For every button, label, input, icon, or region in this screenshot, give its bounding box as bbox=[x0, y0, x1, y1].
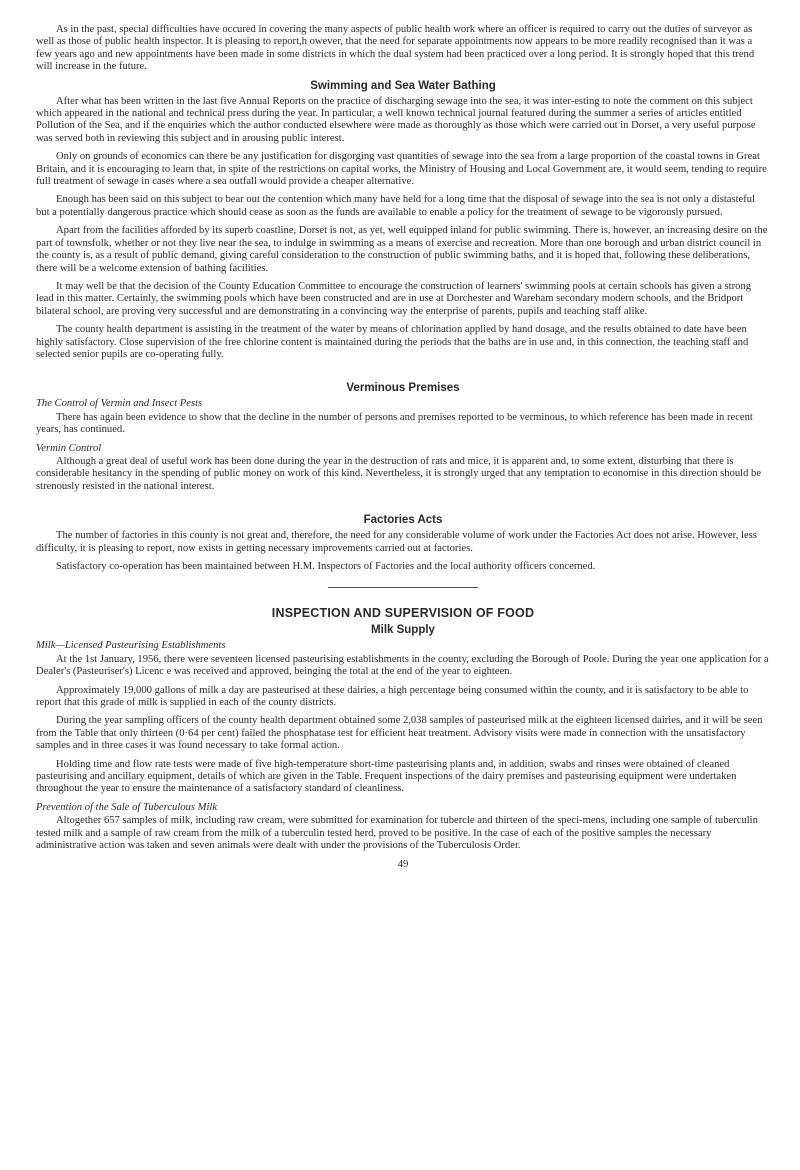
page-number: 49 bbox=[397, 858, 409, 870]
section-heading-food: INSPECTION AND SUPERVISION OF FOOD bbox=[271, 606, 535, 621]
spacer bbox=[36, 499, 770, 511]
section-divider bbox=[328, 587, 478, 588]
intro-paragraph: As in the past, special difficulties have occured in covering the many aspects of public health work where an officer is required to carry out the duties of surveyor as well as those of public health inspector. It is pleasing to report,h owever, that the need for separate appointments now appears to be more readily recognised than it was a few years ago and new appointments have been made in some districts in which the dual system had been practiced over a long period. It is strongly hoped that this trend will increase in the future. bbox=[36, 24, 755, 73]
section-heading-factories: Factories Acts bbox=[363, 514, 443, 527]
subheading-milk-supply: Milk Supply bbox=[371, 624, 435, 637]
body-paragraph: Holding time and flow rate tests were made of five high-temperature short-time pasteurising plants and, in addition, swabs and rinses were obtained of cleaned pasteurising and ancillary equipment, details of which are given in the Table. Frequent inspections of the dairy premises and pasteurising equipment were undertaken throughout the year to ensure the maintenance of a satisfactory standard of cleanliness. bbox=[36, 758, 737, 795]
subheading-vermin-insect-pests: The Control of Vermin and Insect Pests bbox=[36, 398, 203, 410]
subheading-pasteurising: Milk—Licensed Pasteurising Establishments bbox=[36, 640, 226, 652]
body-paragraph: Satisfactory co-operation has been maintained between H.M. Inspectors of Factories and the local authority officers concerned. bbox=[56, 561, 596, 572]
body-paragraph: Although a great deal of useful work has been done during the year in the destruction of rats and mice, it is apparent and, to some extent, disturbing that there is considerable hesitancy in the spending of public money on work of this kind. Nevertheless, it is strongly urged that any temptation to economise in this direction should be strenously resisted in the national interest. bbox=[36, 455, 762, 492]
body-paragraph: Only on grounds of economics can there be any justification for disgorging vast quantities of sewage into the sea from a large proportion of the coastal towns in Great Britain, and it is encouraging to learn that, in spite of the restrictions on capital works, the Ministry of Housing and Local Government are, it would seem, tending to require full treatment of sewage in cases where a sea outfall would provide a cheaper alternative. bbox=[36, 151, 767, 188]
section-heading-verminous: Verminous Premises bbox=[346, 382, 460, 395]
body-paragraph: After what has been written in the last five Annual Reports on the practice of discharging sewage into the sea, it was inter-esting to note the comment on this subject which appeared in the national and technical press during the year. In particular, a well known technical journal featured during the summer a series of articles entitled Pollution of the Sea, and if the enquiries which the author conducted elsewhere were made as thoroughly as those which were carried out in Dorset, a very useful purpose was served both in reviewing this subject and in arousing public interest. bbox=[36, 95, 756, 144]
body-paragraph: Altogether 657 samples of milk, including raw cream, were submitted for examination for tubercle and thirteen of the speci-mens, including one sample of tuberculin tested milk and a sample of raw cream from the milk of a tuberculin tested herd, proved to be positive. In the case of each of the positive samples the necessary administrative action was taken and seven animals were dealt with under the provisions of the Tuberculosis Order. bbox=[36, 815, 758, 852]
body-paragraph: Approximately 19,000 gallons of milk a day are pasteurised at these dairies, a high percentage being consumed within the county, and it is satisfactory to be able to report that this grade of milk is supplied in each of the county districts. bbox=[36, 684, 749, 709]
body-paragraph: Apart from the facilities afforded by its superb coastline, Dorset is not, as yet, well equipped inland for public swimming. There is, however, an increasing desire on the part of townsfolk, whether or not they live near the sea, to indulge in swimming as a means of exercise and recreation. More than one borough and urban district council in the county is, as a result of public demand, giving careful consideration to the construction of public swimming baths, and it is hoped that, following these deliberations, there will be a welcome extension of bathing facilities. bbox=[36, 225, 768, 274]
section-heading-swimming: Swimming and Sea Water Bathing bbox=[310, 79, 496, 92]
spacer bbox=[36, 367, 770, 379]
subheading-vermin-control: Vermin Control bbox=[36, 442, 102, 454]
body-paragraph: The county health department is assisting in the treatment of the water by means of chlorination applied by hand dosage, and the results obtained to date have been highly satisfactory. Close supervision of the free chlorine content is maintained during the periods that the baths are in use and, in this connection, the teaching staff and selected senior pupils are co-operating fully. bbox=[36, 324, 749, 360]
body-paragraph: It may well be that the decision of the County Education Committee to encourage the construction of learners' swimming pools at certain schools has given a strong lead in this matter. Certainly, the swimming pools which have been constructed and are in use at Dorchester and Wareham secondary modern schools, and the Bridport bilateral school, are proving very successful and are demonstrating in a convincing way the enterprise of parents, pupils and teaching staff alike. bbox=[36, 280, 752, 317]
body-paragraph: During the year sampling officers of the county health department obtained some 2,038 samples of pasteurised milk at the eighteen licensed dairies, and it will be seen from the Table that only thirteen (0·64 per cent) failed the phosphatase test for efficient heat treatment. Advisory visits were made in connection with the unsatisfactory samples and in three cases it was found necessary to take formal action. bbox=[36, 715, 763, 752]
subheading-tuberculous-milk: Prevention of the Sale of Tuberculous Milk bbox=[36, 801, 218, 813]
body-paragraph: Enough has been said on this subject to bear out the contention which many have held for a long time that the disposal of sewage into the sea is not only a distasteful but a potentially dangerous practice which should cease as soon as the funds are available to enable a policy for the treatment of sewage to be vigorously pursued. bbox=[36, 194, 756, 218]
body-paragraph: The number of factories in this county is not great and, therefore, the need for any considerable volume of work under the Factories Act does not arise. However, less difficulty, it is pleasing to report, now exists in getting necessary improvements carried out at factories. bbox=[36, 530, 757, 554]
body-paragraph: At the 1st January, 1956, there were seventeen licensed pasteurising establishments in the county, excluding the Borough of Poole. During the year one application for a Dealer's (Pasteuriser's) Licenc e was received and approved, beinging the total at the end of the year to eighteen. bbox=[36, 653, 769, 678]
body-paragraph: There has again been evidence to show that the decline in the number of persons and premises reported to be verminous, to which reference has been made in recent years, has continued. bbox=[36, 411, 753, 436]
